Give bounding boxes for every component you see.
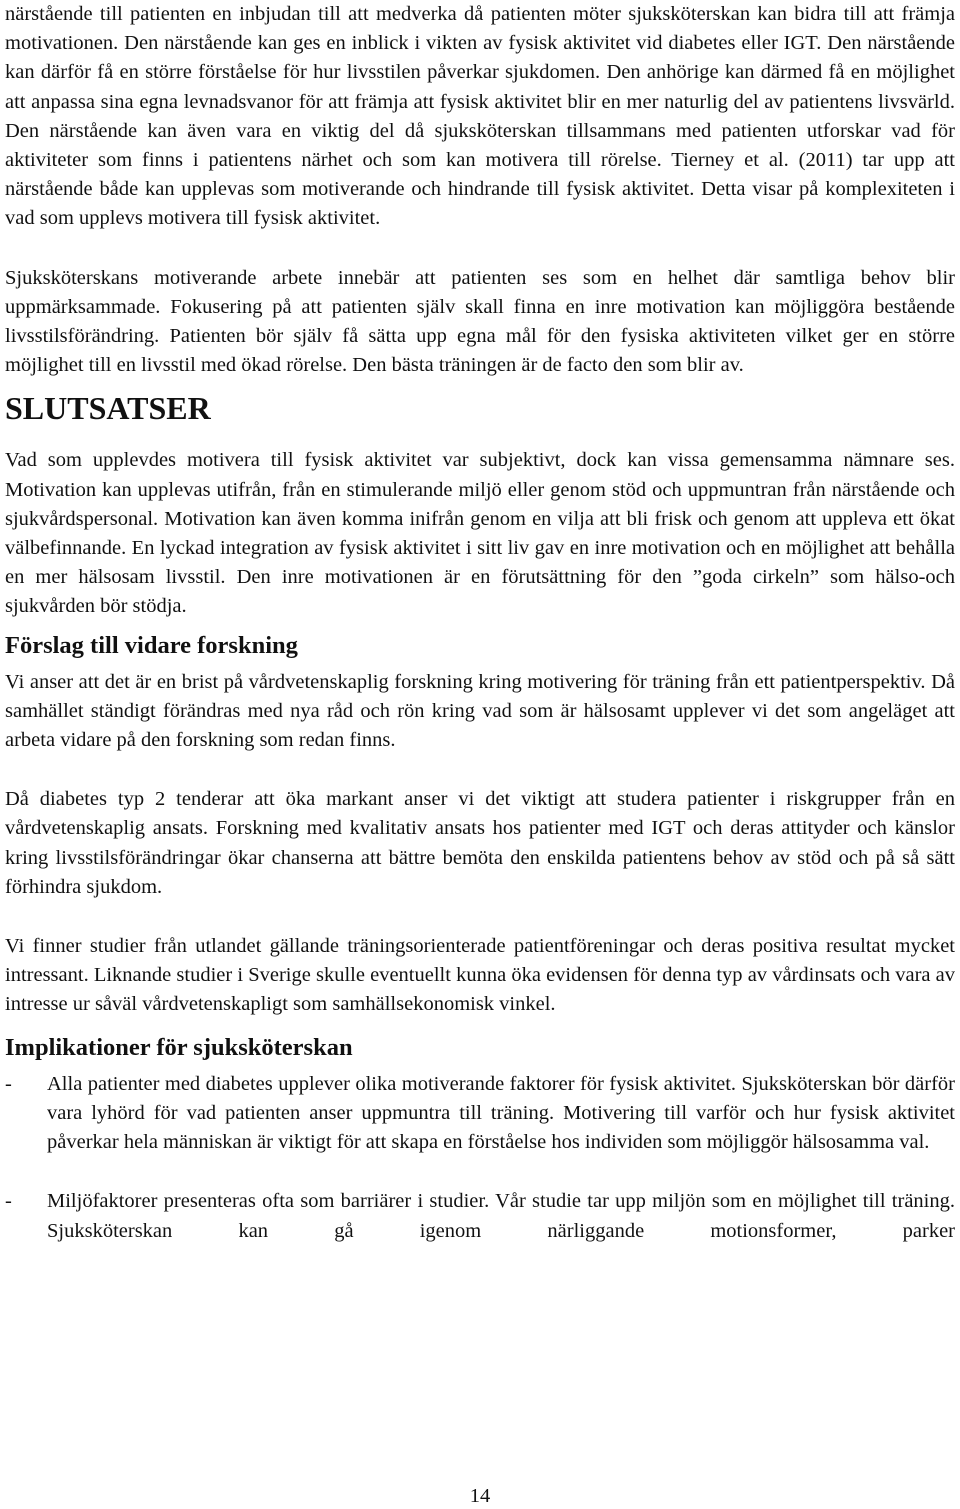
list-item	[5, 1187, 955, 1245]
heading-slutsatser: SLUTSATSER	[5, 390, 211, 427]
paragraph-forslag-1: Vi anser att det är en brist på vårdvetenskaplig forskning kring motivering för träning från ett patientperspektiv. Då samhället ständigt förändras med nya råd och rön kring vad som är hälsosamt upplever vi det som angeläget att arbeta vidare på den forskning som redan finns.	[5, 670, 955, 752]
paragraph-gap	[5, 902, 955, 932]
paragraph-forslag-2: Då diabetes typ 2 tenderar att öka markant anser vi det viktigt att studera patienter i riskgrupper från en vårdvetenskaplig ansats. Forskning med kvalitativ ansats hos patienter med IGT och deras attityder och känslor kring livsstilsförändringar ökar chanserna att bättre bemöta den enskilda patientens behov av stöd och på så sätt förhindra sjukdom.	[5, 788, 955, 898]
paragraph-slutsatser: Vad som upplevdes motivera till fysisk aktivitet var subjektivt, dock kan vissa gemensamma nämnare ses. Motivation kan upplevas utifrån, från en stimulerande miljö eller genom stöd och uppmuntran från närstående och sjukvårdspersonal. Motivation kan även komma inifrån genom en vilja att bli frisk och genom att uppleva ett ökat välbefinnande. En lyckad integration av fysisk aktivitet i sitt liv gav en inre motivation och en möjlighet att behålla en mer hälsosam livsstil. Den inre motivationen är en förutsättning för den ”goda cirkeln” som hälso-och sjukvården bör stödja.	[5, 449, 955, 618]
list-bullet: -	[5, 1190, 12, 1213]
list-bullet: -	[5, 1072, 12, 1095]
paragraph-gap	[5, 755, 955, 785]
list-item	[5, 1070, 955, 1158]
heading-implikationer: Implikationer för sjuksköterskan	[5, 1033, 353, 1061]
paragraph-gap	[5, 234, 955, 264]
heading-forslag: Förslag till vidare forskning	[5, 631, 298, 659]
page-content	[5, 0, 955, 1246]
list-item-text: Alla patienter med diabetes upplever olika motiverande faktorer för fysisk aktivitet. Sjuksköterskan bör därför vara lyhörd för vad patienten anser uppmuntra till träning. Motivering till varför och hur fysisk aktivitet påverkar hela människan är viktigt för att skapa en förståelse hos individen som möjliggör hälsosamma val.	[47, 1072, 955, 1154]
implications-list	[5, 1070, 955, 1246]
intro-paragraph: närstående till patienten en inbjudan till att medverka då patienten möter sjuksköterskan kan bidra till att främja motivationen. Den närstående kan ges en inblick i vikten av fysisk aktivitet vid diabetes eller IGT. Den närstående kan därför få en större förståelse för hur livsstilen påverkar sjukdomen. Den anhörige kan därmed få en möjlighet att anpassa sina egna levnadsvanor för att främja att fysisk aktivitet blir en mer naturlig del av patientens livsvärld. Den närstående kan även vara en viktig del då sjuksköterskan tillsammans med patienten utforskar vad för aktiviteter som finns i patientens närhet och som kan motivera till rörelse. Tierney et al. (2011) tar upp att närstående både kan upplevas som motiverande och hindrande till fysisk aktivitet. Detta visar på komplexiteten i vad som upplevs motivera till fysisk aktivitet.	[5, 3, 955, 230]
paragraph-motivation-work: Sjuksköterskans motiverande arbete innebär att patienten ses som en helhet där samtliga behov blir uppmärksammade. Fokusering på att patienten själv skall finna en inre motivation kan möjliggöra bestående livsstilsförändring. Patienten bör själv få sätta upp egna mål för den fysiska aktiviteten vilket ger en större möjlighet till en livsstil med ökad rörelse. Den bästa träningen är de facto den som blir av.	[5, 266, 955, 377]
page-number: 14	[469, 1485, 491, 1507]
paragraph-forslag-3: Vi finner studier från utlandet gällande träningsorienterade patientföreningar och deras positiva resultat mycket intressant. Liknande studier i Sverige skulle eventuellt kunna öka evidensen för denna typ av vårdinsats och vara av intresse ur såväl vårdvetenskapligt som samhällsekonomisk vinkel.	[5, 935, 955, 1016]
list-item-text: Miljöfaktorer presenteras ofta som barriärer i studier. Vår studie tar upp miljön som en möjlighet till träning. Sjuksköterskan kan gå igenom närliggande motionsformer, parker	[47, 1190, 955, 1242]
